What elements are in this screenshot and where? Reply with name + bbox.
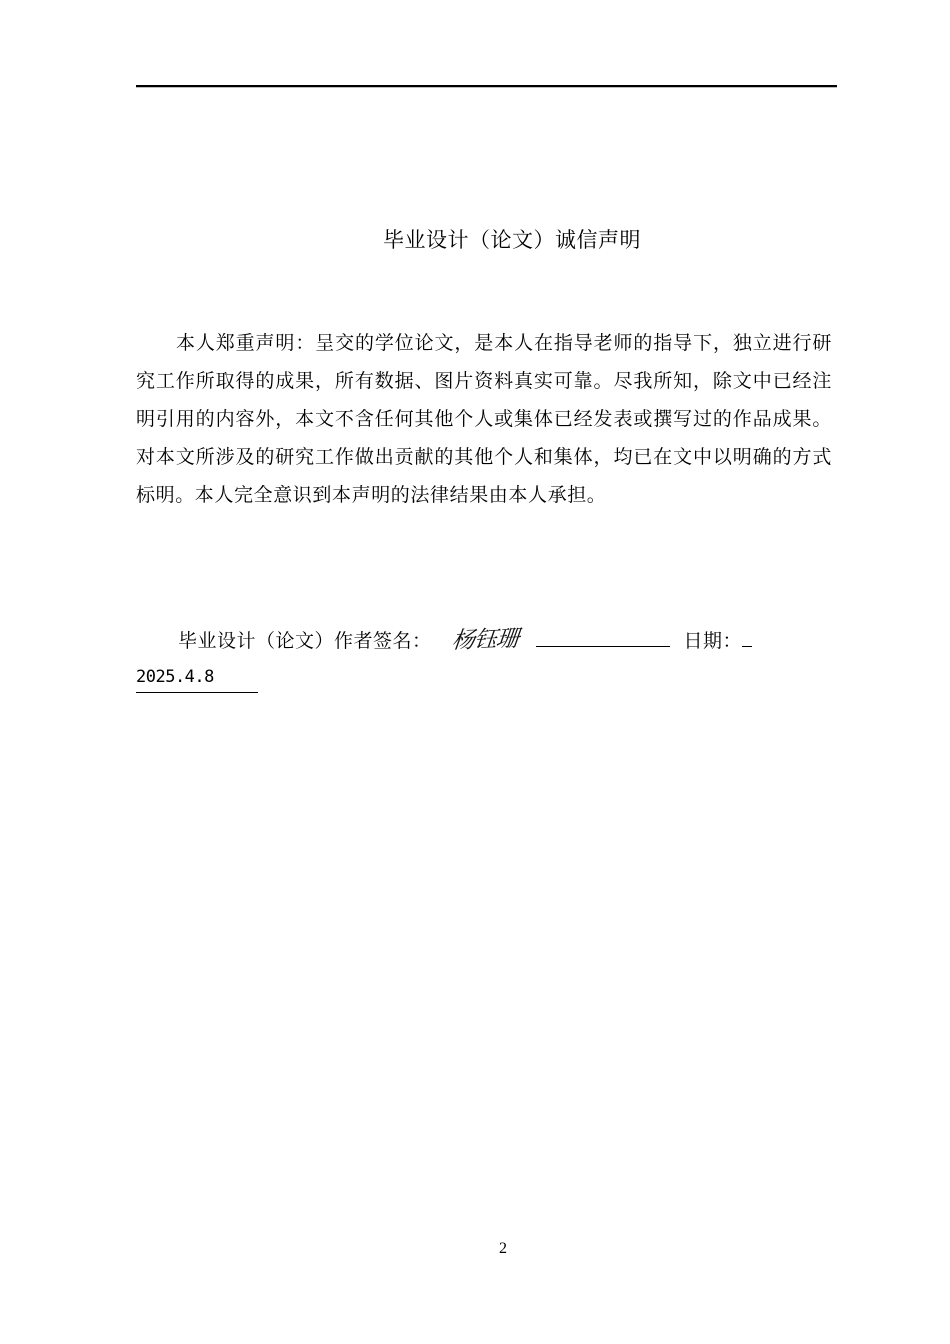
handwritten-signature: 杨钰珊: [450, 625, 520, 655]
date-label: 日期：: [683, 630, 743, 652]
header-rule: [136, 85, 837, 88]
date-underline: [742, 624, 752, 647]
signature-blank-underline: [536, 624, 670, 647]
signature-line: [136, 622, 836, 659]
date-value: 2025.4.8: [136, 662, 258, 693]
declaration-paragraph: 本人郑重声明：呈交的学位论文，是本人在指导老师的指导下，独立进行研究工作所取得的成果，所有数据、图片资料真实可靠。尽我所知，除文中已经注明引用的内容外，本文不含任何其他个人或集体已经发表或撰写过的作品成果。对本文所涉及的研究工作做出贡献的其他个人和集体，均已在文中以明确的方式标明。本人完全意识到本声明的法律结果由本人承担。: [136, 332, 832, 506]
author-signature-label: 毕业设计（论文）作者签名：: [178, 630, 432, 652]
page-number: 2: [499, 1240, 507, 1257]
page-title: 毕业设计（论文）诚信声明: [383, 228, 641, 252]
